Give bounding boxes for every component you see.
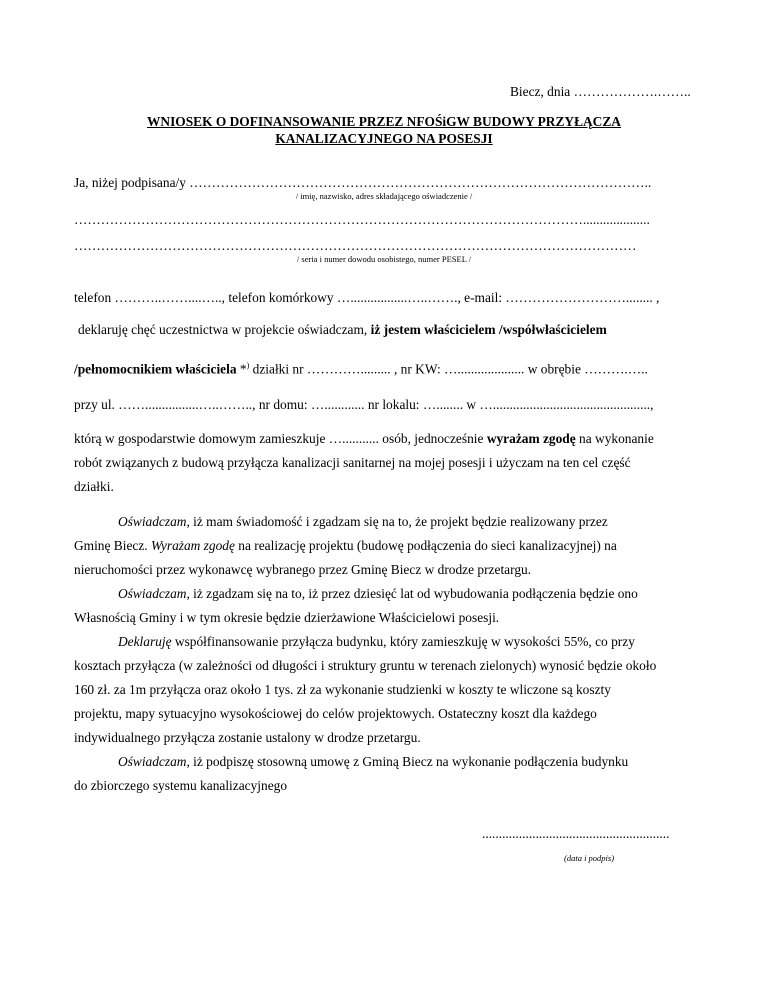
statement-1-line-2 (74, 538, 617, 554)
statement-1-line-1 (118, 514, 608, 530)
statement-1-l2a: Gminę Biecz. (74, 538, 148, 553)
statement-2-line-2: Własnością Gminy i w tym okresie będzie dzierżawione Właścicielowi posesji. (74, 610, 500, 625)
statement-3-italic: Deklaruję (118, 634, 172, 649)
declaration-line (78, 322, 607, 338)
statement-2-italic: Oświadczam, (118, 586, 190, 601)
street-line: przy ul. ……................…..…….., nr domu: …............ nr lokalu: …........ w …..............................................., (74, 397, 654, 412)
statement-1-l2b: na realizację projektu (budowę podłączenia do sieci kanalizacyjnej) na (238, 538, 617, 553)
household-start: którą w gospodarstwie domowym zamieszkuje …........... osób, jednocześnie (74, 431, 484, 446)
statement-3-line-1 (118, 634, 635, 650)
footnote-mark: * (239, 361, 247, 377)
dots-line-1: …………………………………………………………………………………………………….................... (74, 212, 650, 227)
document-title-line-2: KANALIZACYJNEGO NA POSESJI (275, 131, 493, 146)
signature-caption: (data i podpis) (564, 853, 615, 863)
works-line: robót związanych z budową przyłącza kanalizacji sanitarnej na mojej posesji i użyczam na ten cel część (74, 455, 631, 470)
statement-4-rest: iż podpiszę stosowną umowę z Gminą Biecz na wykonanie podłączenia budynku (193, 754, 629, 769)
applicant-caption: / imię, nazwisko, adres składającego oświadczenie / (295, 191, 473, 201)
applicant-line: Ja, niżej podpisana/y ………………………………………………………………………………………….. (74, 175, 652, 190)
id-caption: / seria i numer dowodu osobistego, numer PESEL / (296, 254, 472, 264)
phone-line: telefon ………..……....….., telefon komórkowy ….................…..……., e-mail: ………………………........ , (74, 290, 660, 305)
statement-4-line-1 (118, 754, 628, 770)
declaration-start: deklaruję chęć uczestnictwa w projekcie oświadczam, (78, 322, 368, 337)
statement-3-line-3: 160 zł. za 1m przyłącza oraz około 1 tys. zł za wykonanie studzienki w koszty te wliczone są koszty (74, 682, 611, 697)
statement-3-line-5: indywidualnego przyłącza zostanie ustalony w drodze przetargu. (74, 730, 421, 745)
statement-1-italic: Oświadczam, (118, 514, 190, 529)
statement-2-rest: iż zgadzam się na to, iż przez dziesięć lat od wybudowania podłączenia będzie ono (193, 586, 638, 601)
statement-3-rest: współfinansowanie przyłącza budynku, który zamieszkuję w wysokości 55%, co przy (174, 634, 635, 649)
agree-bold: wyrażam zgodę (486, 431, 576, 446)
statement-1-rest: iż mam świadomość i zgadzam się na to, że projekt będzie realizowany przez (193, 514, 608, 529)
statement-1-line-3: nieruchomości przez wykonawcę wybranego przez Gminę Biecz w drodze przetargu. (74, 562, 532, 577)
owner-proxy: /pełnomocnikiem właściciela (74, 361, 237, 377)
household-end: na wykonanie (579, 431, 654, 446)
plot-details: działki nr …………......... , nr KW: ….................... w obrębie ……….….. (252, 361, 648, 377)
owner-plot-line (74, 361, 648, 377)
statement-2-line-1 (118, 586, 638, 602)
signature-dots: ........................................................ (482, 826, 670, 841)
statement-1-l2-italic: Wyrażam zgodę (150, 538, 235, 553)
plot-word: działki. (74, 479, 114, 494)
footnote-sup: ) (246, 361, 250, 370)
statement-4-line-2: do zbiorczego systemu kanalizacyjnego (74, 778, 288, 793)
document-title-line-1: WNIOSEK O DOFINANSOWANIE PRZEZ NFOŚiGW BUDOWY PRZYŁĄCZA (147, 114, 621, 129)
place-date: Biecz, dnia ……………….…….. (510, 84, 691, 99)
statement-3-line-4: projektu, mapy sytuacyjno wysokościowej do celów projektowych. Ostateczny koszt dla każdego (74, 706, 597, 721)
declaration-owner: iż jestem właścicielem /współwłaścicielem (370, 322, 607, 337)
statement-3-line-2: kosztach przyłącza (w zależności od długości i struktury gruntu w terenach zielonych) wynosić będzie około (74, 658, 657, 673)
dots-line-2: ……………………………………………………………………………………………………………… (74, 238, 637, 253)
statement-4-italic: Oświadczam, (118, 754, 190, 769)
household-line (74, 431, 654, 447)
